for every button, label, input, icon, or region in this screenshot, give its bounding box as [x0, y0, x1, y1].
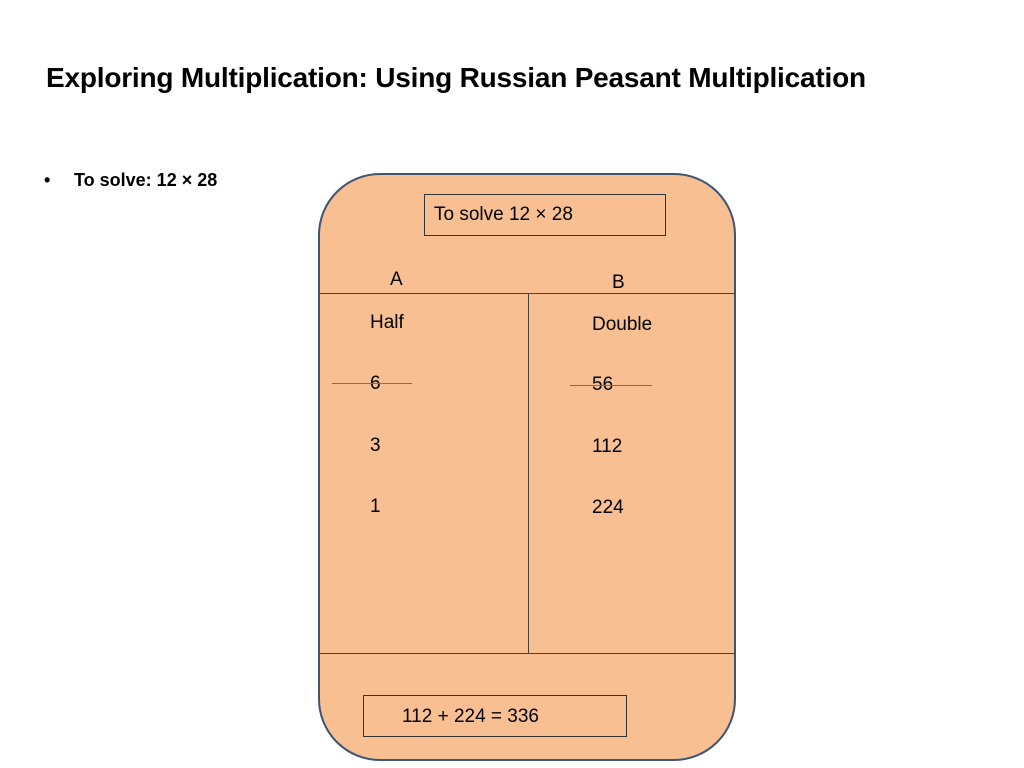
bullet-dot-icon: • — [44, 170, 51, 190]
column-a-value: 1 — [370, 496, 381, 517]
column-a-header: A — [390, 269, 403, 290]
strikethrough-line — [332, 383, 412, 384]
bullet-item — [44, 170, 217, 191]
column-divider — [528, 293, 529, 653]
column-b-value: 112 — [592, 436, 623, 457]
strikethrough-line — [570, 385, 652, 386]
column-b-value: 224 — [592, 497, 624, 518]
problem-box: To solve 12 × 28 — [424, 194, 666, 236]
multiplication-card — [318, 173, 736, 761]
header-divider — [320, 293, 734, 294]
column-a-subheader: Half — [370, 312, 404, 333]
bullet-text: To solve: 12 × 28 — [74, 170, 218, 190]
footer-divider — [320, 653, 734, 654]
column-a-value: 6 — [370, 373, 381, 394]
result-box: 112 + 224 = 336 — [363, 695, 627, 737]
column-b-value: 56 — [592, 374, 614, 395]
column-b-header: B — [612, 272, 625, 293]
slide-title: Exploring Multiplication: Using Russian Peasant Multiplication — [46, 62, 866, 93]
column-b-subheader: Double — [592, 314, 653, 335]
column-a-value: 3 — [370, 435, 381, 456]
